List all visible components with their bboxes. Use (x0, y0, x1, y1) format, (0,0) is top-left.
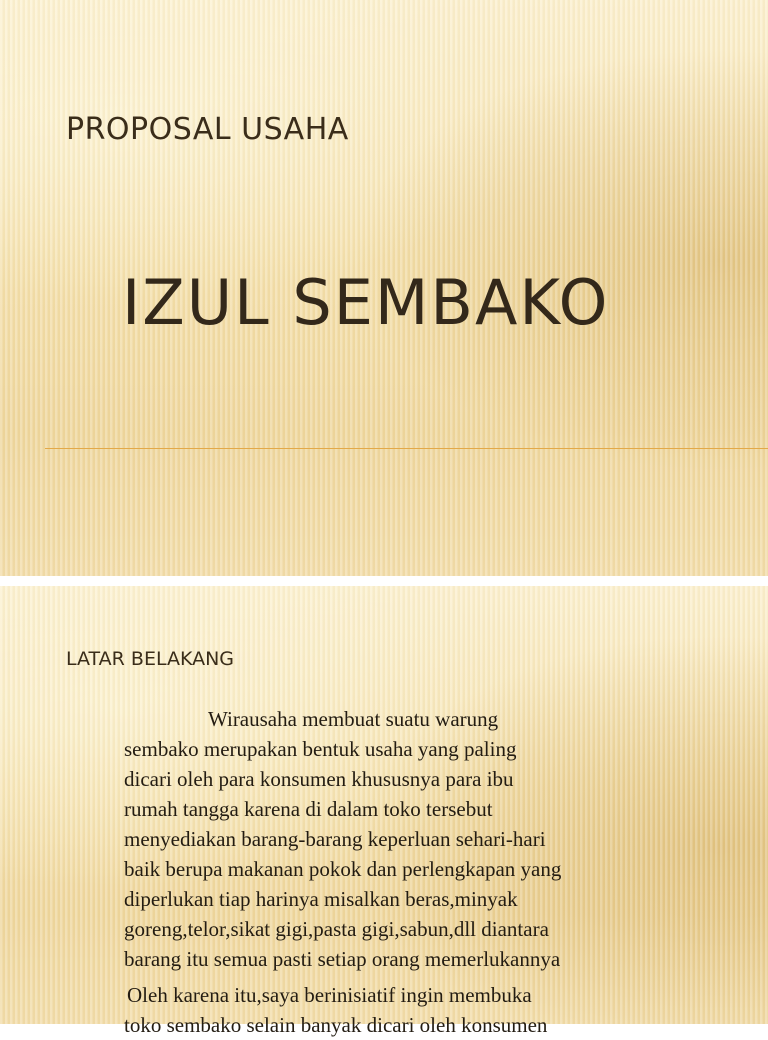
slide-subtitle: PROPOSAL USAHA (66, 112, 349, 147)
body-line: baik berupa makanan pokok dan perlengkapan yang (124, 857, 562, 881)
body-line: diperlukan tiap harinya misalkan beras,minyak (124, 887, 518, 911)
body-line: Wirausaha membuat suatu warung (208, 707, 499, 731)
divider-line (45, 448, 768, 449)
body-line: Oleh karena itu,saya berinisiatif ingin membuka (127, 983, 532, 1007)
body-line: rumah tangga karena di dalam toko tersebut (124, 797, 493, 821)
body-line: toko sembako selain banyak dicari oleh konsumen (124, 1013, 548, 1037)
body-line: menyediakan barang-barang keperluan sehari-hari (124, 827, 546, 851)
slide-gap (0, 576, 768, 586)
slide-content (0, 586, 768, 1037)
body-line: barang itu semua pasti setiap orang memerlukannya (124, 947, 561, 971)
slide-title-text: IZUL SEMBAKO (122, 266, 610, 339)
body-line: goreng,telor,sikat gigi,pasta gigi,sabun,dll diantara (124, 917, 549, 941)
body-line: dicari oleh para konsumen khususnya para ibu (124, 767, 514, 791)
body-line: sembako merupakan bentuk usaha yang paling (124, 737, 517, 761)
section-heading: LATAR BELAKANG (66, 648, 235, 670)
body-text (124, 704, 664, 1040)
